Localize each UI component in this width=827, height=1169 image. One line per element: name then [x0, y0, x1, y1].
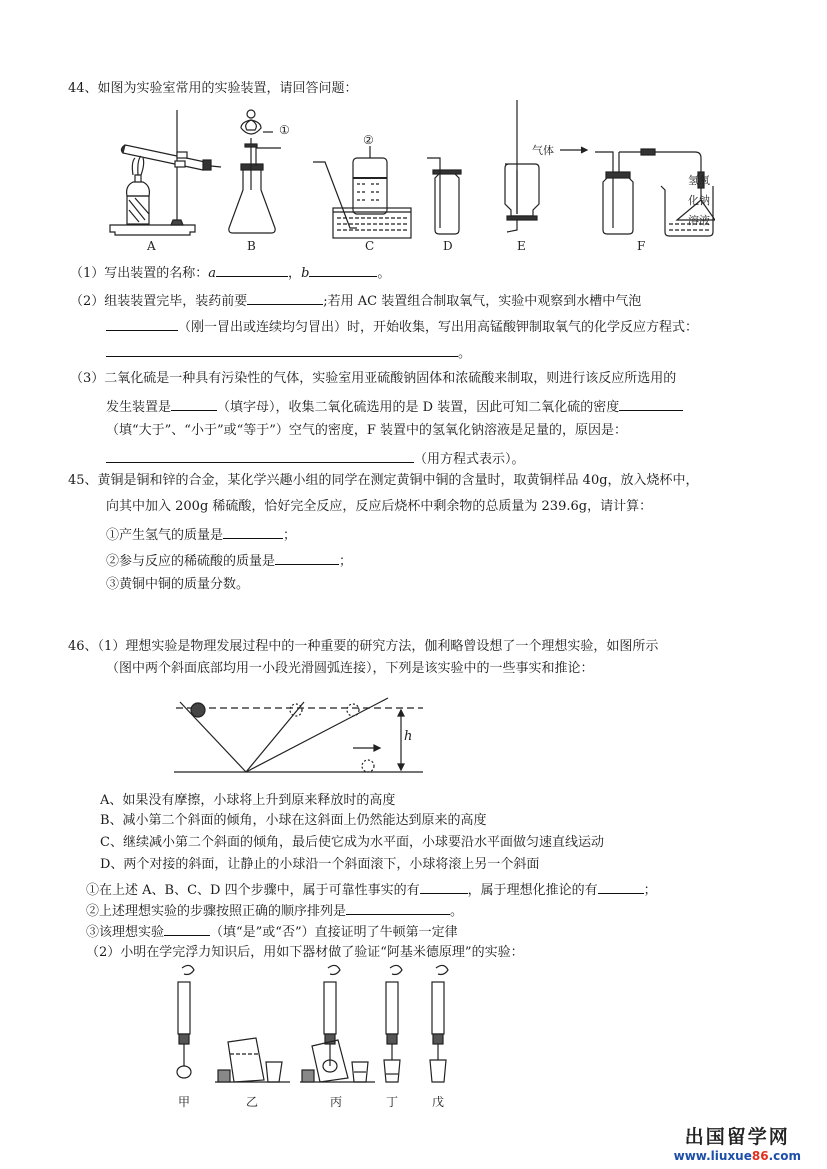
- q44-part3-line2: [106, 396, 683, 417]
- arrow-head: [374, 745, 380, 751]
- site-watermark: [674, 1122, 801, 1163]
- label-b-italic: b: [301, 266, 310, 281]
- q46-q2-text: ②上述理想实验的步骤按照正确的顺序排列是: [86, 904, 347, 919]
- answer-blank-yesno[interactable]: [164, 921, 210, 936]
- q44-part3-text-a: 发生装置是: [106, 400, 172, 415]
- label-a: A: [147, 239, 156, 253]
- q45-sub3: ③黄铜中铜的质量分数。: [106, 577, 250, 592]
- q44-part3-text-b: （填字母），收集二氧化硫选用的是 D 装置，因此可知二氧化硫的密度: [217, 400, 620, 415]
- semicolon: ；: [643, 883, 657, 898]
- ramp-shallow: [246, 698, 388, 772]
- q45-sub2-text: ②参与反应的稀硫酸的质量是: [106, 554, 276, 569]
- label-ding: 丁: [386, 1095, 399, 1109]
- answer-blank-bubble[interactable]: [106, 316, 178, 331]
- q44-part3-line4: [106, 448, 525, 469]
- label-jia: 甲: [178, 1095, 191, 1109]
- q44-part1: [70, 262, 390, 283]
- q44-part2-line1: [70, 290, 641, 311]
- label-d: D: [443, 239, 453, 253]
- ball-start: [191, 703, 205, 717]
- q46-line1: 46、（1）理想实验是物理发展过程中的一种重要的研究方法，伽利略曾设想了一个理想实验，如图所示: [68, 639, 659, 654]
- answer-blank-a[interactable]: [216, 262, 288, 277]
- marker-2: ②: [363, 133, 374, 147]
- q46-option-a: A、如果没有摩擦，小球将上升到原来释放时的高度: [100, 793, 396, 808]
- period: 。: [458, 346, 472, 361]
- height-label: h: [404, 729, 413, 744]
- answer-blank-inference[interactable]: [598, 879, 644, 894]
- comma: ，: [288, 266, 302, 281]
- watermark-url: [674, 1149, 801, 1163]
- marker-1: ①: [279, 123, 290, 137]
- beaker-setup-2: [215, 1038, 290, 1082]
- answer-blank-order[interactable]: [346, 900, 450, 915]
- q46-option-d: D、两个对接的斜面，让静止的小球沿一个斜面滚下，小球将滚上另一个斜面: [100, 857, 540, 872]
- q46-q3: [86, 921, 458, 942]
- semicolon: ；: [283, 528, 297, 543]
- q44-title: 44、如图为实验室常用的实验装置，请回答问题：: [68, 81, 358, 96]
- q44-part3-line1: （3）二氧化硫是一种具有污染性的气体，实验室用亚硫酸钠固体和浓硫酸来制取，则进行该反应所选用的: [70, 371, 677, 386]
- q46-q3-text-a: ③该理想实验: [86, 925, 165, 940]
- archimedes-figure: [160, 962, 460, 1112]
- answer-blank-equation[interactable]: [106, 342, 458, 357]
- q46-part2: （2）小明在学完浮力知识后，用如下器材做了验证“阿基米德原理”的实验：: [86, 945, 524, 960]
- q46-q1: [86, 879, 657, 900]
- url-part-a: www.liuxue: [673, 1149, 752, 1163]
- gas-label: 气体: [532, 144, 554, 157]
- q45-sub1: [106, 524, 296, 545]
- semicolon: ；: [339, 554, 353, 569]
- q46-line2: （图中两个斜面底部均用一小段光滑圆弧连接），下列是该实验中的一些事实和推论：: [106, 661, 594, 676]
- answer-blank-device[interactable]: [171, 396, 217, 411]
- q45-line1: 45、黄铜是铜和锌的合金，某化学兴趣小组的同学在测定黄铜中铜的含量时，取黄铜样品 40g，放入烧杯中，: [68, 473, 699, 488]
- answer-blank-facts[interactable]: [420, 879, 468, 894]
- url-part-b: 86: [751, 1149, 769, 1163]
- ball-dashed-3: [362, 760, 374, 772]
- answer-blank-hydrogen[interactable]: [223, 524, 283, 539]
- q45-line2: 向其中加入 200g 稀硫酸，恰好完全反应，反应后烧杯中剩余物的总质量为 239.6g，请计算：: [106, 499, 653, 514]
- q44-part2-line3: [106, 342, 471, 363]
- q44-part1-prefix: （1）写出装置的名称：: [70, 266, 209, 281]
- label-a-italic: a: [208, 266, 217, 281]
- label-e: E: [517, 239, 526, 253]
- q45-sub2: [106, 550, 352, 571]
- label-yi: 乙: [246, 1095, 259, 1109]
- label-b: B: [247, 239, 256, 253]
- ramp-steep: [246, 702, 304, 772]
- galileo-ramp-figure: [168, 696, 428, 776]
- answer-blank-reason[interactable]: [106, 448, 414, 463]
- q45-sub1-text: ①产生氢气的质量是: [106, 528, 224, 543]
- q44-part3-text-c: （用方程式表示）。: [414, 452, 525, 467]
- spring-scale-5: [430, 965, 448, 1082]
- q44-part2-line2: [106, 316, 698, 337]
- q44-apparatus-figure: [95, 100, 715, 260]
- q46-q3-text-b: （填“是”或“否”）直接证明了牛顿第一定律: [210, 925, 458, 940]
- q44-part3-line3: （填“大于”、“小于”或“等于”）空气的密度，F 装置中的氢氧化钠溶液是足量的，原因是：: [106, 423, 628, 438]
- spring-scale-3: [300, 965, 375, 1082]
- naoh-label-2: 化钠: [688, 194, 710, 207]
- q44-part2-text-b: ;若用 AC 装置组合制取氧气，实验中观察到水槽中气泡: [323, 294, 642, 309]
- answer-blank-check[interactable]: [247, 290, 323, 305]
- q46-option-b: B、减小第二个斜面的倾角，小球在这斜面上仍然能达到原来的高度: [100, 813, 487, 828]
- label-wu: 戊: [432, 1095, 445, 1109]
- apparatus-a: [110, 110, 221, 235]
- ball-dashed-1: [290, 704, 302, 716]
- apparatus-c: [313, 146, 411, 238]
- q44-part2-text-a: （2）组装装置完毕，装药前要: [70, 294, 248, 309]
- spring-scale-4: [384, 965, 402, 1082]
- naoh-label-1: 氢氧: [688, 174, 710, 187]
- url-part-c: .com: [768, 1149, 801, 1163]
- left-ramp: [180, 702, 246, 772]
- q44-part2-text-c: （刚一冒出或连续均匀冒出）时，开始收集，写出用高锰酸钾制取氧气的化学反应方程式：: [178, 320, 699, 335]
- ball-dashed-2: [347, 704, 359, 716]
- label-f: F: [637, 239, 646, 253]
- period: 。: [377, 266, 391, 281]
- answer-blank-b[interactable]: [309, 262, 377, 277]
- q46-q1-text-a: ①在上述 A、B、C、D 四个步骤中，属于可靠性事实的有: [86, 883, 420, 898]
- apparatus-e: [505, 100, 539, 232]
- watermark-title: 出国留学网: [684, 1126, 790, 1148]
- q46-q2: [86, 900, 463, 921]
- answer-blank-acid[interactable]: [275, 550, 339, 565]
- spring-scale-1: [177, 965, 194, 1078]
- label-c: C: [365, 239, 375, 253]
- q46-option-c: C、继续减小第二个斜面的倾角，最后使它成为水平面，小球要沿水平面做匀速直线运动: [100, 835, 604, 850]
- naoh-label-3: 溶液: [688, 214, 710, 227]
- apparatus-b: [229, 110, 281, 233]
- q46-q1-text-b: ，属于理想化推论的有: [467, 883, 598, 898]
- answer-blank-density[interactable]: [619, 396, 683, 411]
- apparatus-d: [427, 158, 461, 234]
- label-bing: 丙: [330, 1095, 343, 1109]
- period: 。: [450, 904, 464, 919]
